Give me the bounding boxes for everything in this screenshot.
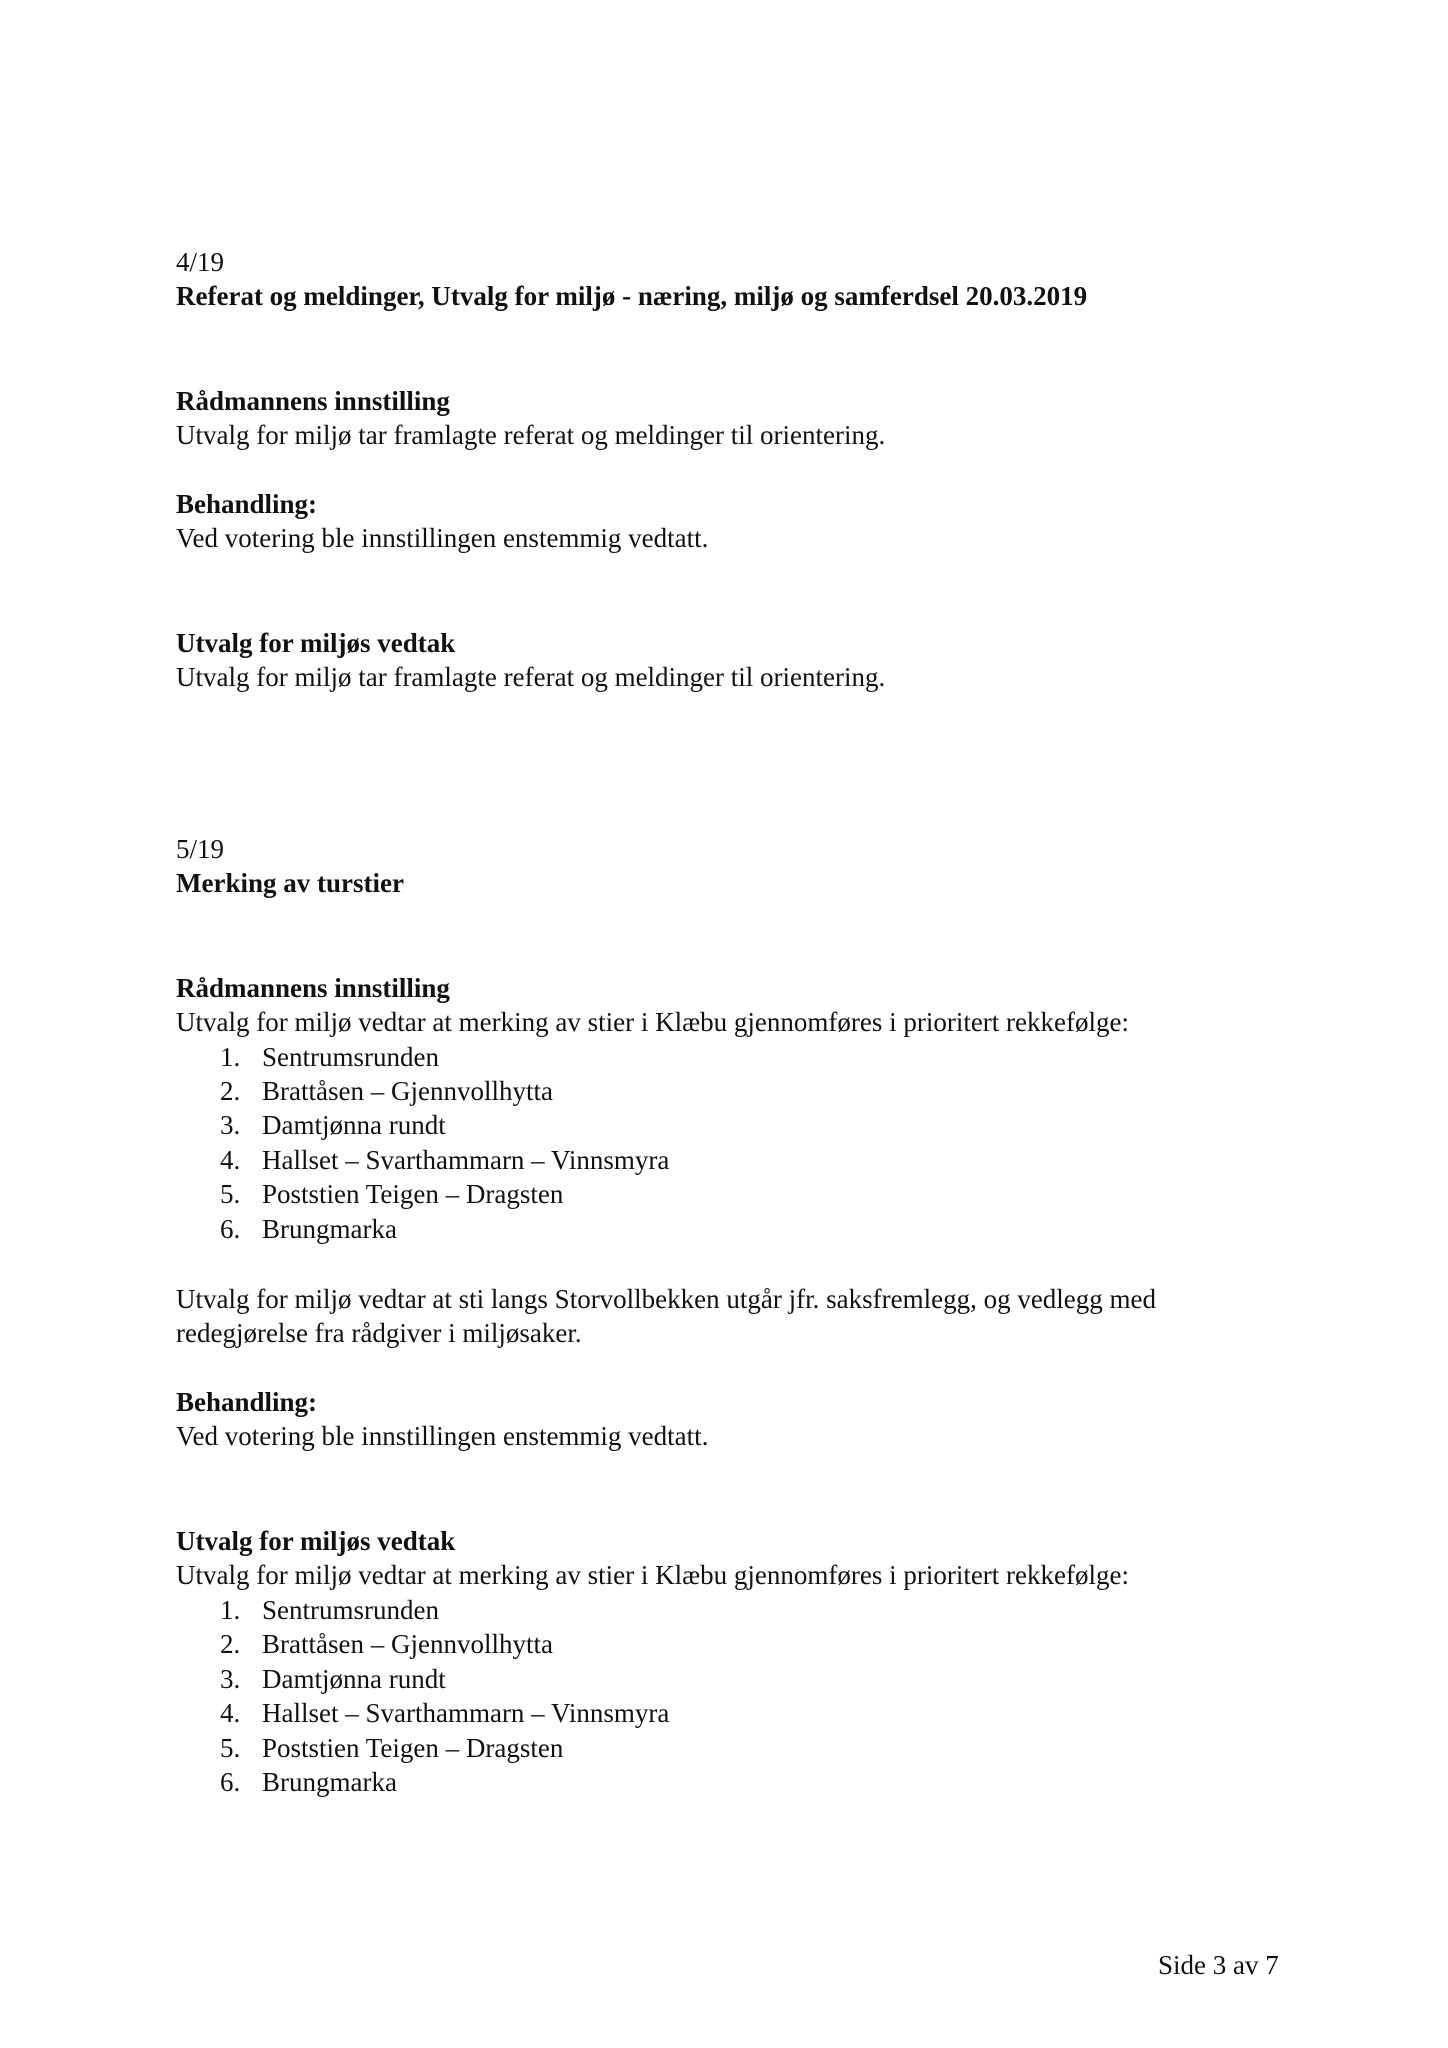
recommendation-text: Utvalg for miljø tar framlagte referat og meldinger til orientering. [176,420,886,450]
list-text: Hallset – Svarthammarn – Vinnsmyra [262,1698,670,1728]
recommendation-heading: Rådmannens innstilling [176,386,450,416]
list-number: 5. [220,1179,241,1209]
list-text: Damtjønna rundt [262,1110,446,1140]
list-number: 1. [220,1595,241,1625]
treatment-text: Ved votering ble innstillingen enstemmig vedtatt. [176,1421,709,1451]
list-text: Poststien Teigen – Dragsten [262,1733,564,1763]
list-number: 3. [220,1664,241,1694]
list-text: Brattåsen – Gjennvollhytta [262,1629,553,1659]
list-number: 3. [220,1110,241,1140]
list-text: Poststien Teigen – Dragsten [262,1179,564,1209]
treatment-heading: Behandling: [176,1387,318,1417]
recommendation-intro: Utvalg for miljø vedtar at merking av stier i Klæbu gjennomføres i prioritert rekkefølge: [176,1007,1129,1037]
list-text: Sentrumsrunden [262,1042,439,1072]
treatment-heading: Behandling: [176,489,318,519]
decision-heading: Utvalg for miljøs vedtak [176,628,456,658]
list-number: 5. [220,1733,241,1763]
list-text: Hallset – Svarthammarn – Vinnsmyra [262,1145,670,1175]
list-text: Damtjønna rundt [262,1664,446,1694]
list-number: 4. [220,1698,241,1728]
recommendation-extra-line: Utvalg for miljø vedtar at sti langs Storvollbekken utgår jfr. saksfremlegg, og vedlegg med [176,1284,1157,1314]
list-number: 2. [220,1629,241,1659]
list-number: 6. [220,1767,241,1797]
page-number: Side 3 av 7 [1158,1950,1279,1980]
list-number: 2. [220,1076,241,1106]
case-number: 5/19 [176,834,225,864]
decision-heading: Utvalg for miljøs vedtak [176,1526,456,1556]
decision-text: Utvalg for miljø tar framlagte referat og meldinger til orientering. [176,662,886,692]
list-number: 1. [220,1042,241,1072]
list-text: Brungmarka [262,1767,397,1797]
list-number: 6. [220,1214,241,1244]
list-number: 4. [220,1145,241,1175]
case-number: 4/19 [176,247,225,277]
list-text: Brungmarka [262,1214,397,1244]
recommendation-extra-line: redegjørelse fra rådgiver i miljøsaker. [176,1318,582,1348]
recommendation-heading: Rådmannens innstilling [176,973,450,1003]
treatment-text: Ved votering ble innstillingen enstemmig vedtatt. [176,523,709,553]
list-text: Brattåsen – Gjennvollhytta [262,1076,553,1106]
decision-intro: Utvalg for miljø vedtar at merking av stier i Klæbu gjennomføres i prioritert rekkefølge: [176,1560,1129,1590]
case-title: Referat og meldinger, Utvalg for miljø - næring, miljø og samferdsel 20.03.2019 [176,281,1088,311]
list-text: Sentrumsrunden [262,1595,439,1625]
case-title: Merking av turstier [176,868,404,898]
